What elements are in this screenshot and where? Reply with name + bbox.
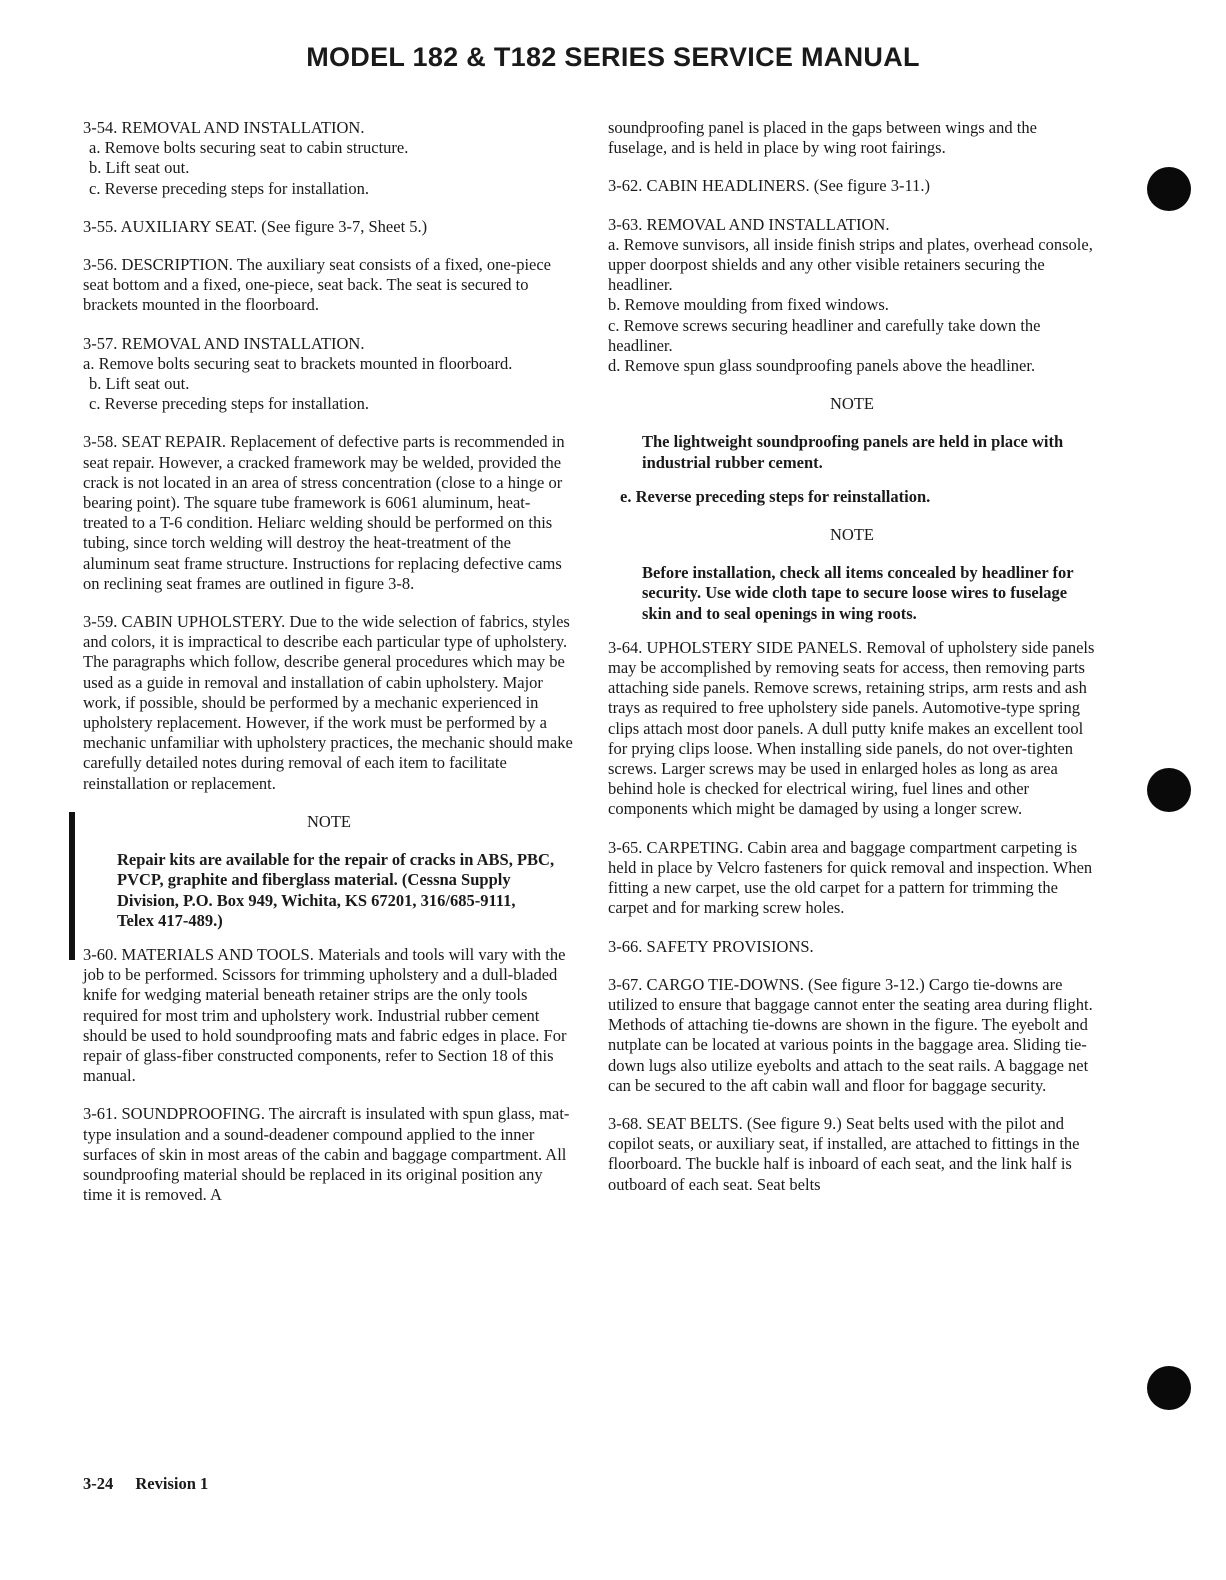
section-3-55: 3-55. AUXILIARY SEAT. (See figure 3-7, Sheet 5.) (83, 216, 428, 236)
section-heading: 3-54. REMOVAL AND INSTALLATION. (83, 118, 365, 137)
left-column (83, 118, 575, 1223)
step-item: c. Reverse preceding steps for installation. (89, 394, 369, 414)
section-heading: 3-57. REMOVAL AND INSTALLATION. (83, 333, 365, 353)
section-3-65: 3-65. CARPETING. Cabin area and baggage compartment carpeting is held in place by Velcro fasteners for quick removal and inspection. When fitting a new carpet, use the old carpet for a pattern for trimming the carpet and for marking screw holes. (608, 837, 1093, 918)
binder-hole (1147, 167, 1191, 211)
section-3-59: 3-59. CABIN UPHOLSTERY. Due to the wide selection of fabrics, styles and colors, it is impractical to describe each particular type of upholstery. The paragraphs which follow, describe general procedures which may be used as a guide in removal and installation of cabin upholstery. Major work, if possible, should be performed by a mechanic experienced in upholstery replacement. However, if the work must be performed by a mechanic unfamiliar with upholstery practices, the mechanic should make carefully detailed notes during removal of each item to facilitate reinstallation or replacement. (83, 612, 573, 793)
step-item: c. Remove screws securing headliner and carefully take down the headliner. (608, 315, 1041, 355)
step-item: a. Remove sunvisors, all inside finish strips and plates, overhead console, upper doorpost shields and any other visible retainers securing the headliner. (608, 234, 1093, 295)
section-3-60: 3-60. MATERIALS AND TOOLS. Materials and tools will vary with the job to be performed. Scissors for trimming upholstery and a dull-bladed knife for wedging material beneath retainer strips are the only tools required for most trim and upholstery work. Industrial rubber cement should be used to hold soundproofing mats and fabric edges in place. For repair of glass-fiber constructed components, refer to Section 18 of this manual. (83, 944, 567, 1086)
revision-change-bar (69, 812, 75, 960)
note-title: NOTE (830, 394, 874, 414)
step-item: d. Remove spun glass soundproofing panels above the headliner. (608, 356, 1036, 376)
binder-hole (1147, 1366, 1191, 1410)
section-3-57 (83, 334, 575, 415)
step-item: e. Reverse preceding steps for reinstallation. (620, 486, 931, 506)
section-3-67: 3-67. CARGO TIE-DOWNS. (See figure 3-12.) Cargo tie-downs are utilized to ensure that baggage cannot enter the seating area during flight. Methods of attaching tie-downs are shown in the figure. The eyebolt and nutplate can be located at various points in the baggage area. Sliding tie-down lugs also utilize eyebolts and attach to the seat rails. A baggage net can be secured to the aft cabin wall and floor for baggage security. (608, 974, 1093, 1095)
section-3-61-continued: soundproofing panel is placed in the gaps between wings and the fuselage, and is held in place by wing root fairings. (608, 118, 1037, 158)
section-3-54 (83, 118, 575, 199)
page-footer (83, 1474, 226, 1494)
step-item: c. Reverse preceding steps for installation. (89, 178, 369, 198)
section-3-66: 3-66. SAFETY PROVISIONS. (608, 936, 814, 956)
binder-hole (1147, 768, 1191, 812)
note-title: NOTE (307, 811, 351, 831)
section-heading: 3-63. REMOVAL AND INSTALLATION. (608, 214, 890, 234)
section-3-56: 3-56. DESCRIPTION. The auxiliary seat consists of a fixed, one-piece seat bottom and a fixed, one-piece, seat back. The seat is secured to brackets mounted in the floorboard. (83, 255, 552, 315)
note-soundproofing (608, 394, 1096, 473)
step-item: a. Remove bolts securing seat to brackets mounted in floorboard. (83, 353, 513, 373)
step-item: b. Remove moulding from fixed windows. (608, 295, 889, 315)
section-3-61: 3-61. SOUNDPROOFING. The aircraft is insulated with spun glass, mat-type insulation and a sound-deadener compound applied to the inner surfaces of skin in most areas of the cabin and baggage compartment. All soundproofing material should be replaced in its original position any time it is removed. A (83, 1104, 570, 1205)
revision-label: Revision 1 (135, 1474, 209, 1493)
note-body: The lightweight soundproofing panels are held in place with industrial rubber cement. (642, 432, 1064, 472)
right-column (608, 118, 1096, 1213)
step-item: b. Lift seat out. (89, 374, 190, 394)
step-item: a. Remove bolts securing seat to cabin structure. (89, 138, 409, 158)
section-3-68: 3-68. SEAT BELTS. (See figure 9.) Seat belts used with the pilot and copilot seats, or auxiliary seat, if installed, are attached to fittings in the floorboard. The buckle half is inboard of each seat, and the link half is outboard of each seat. Seat belts (608, 1113, 1080, 1194)
page-title: MODEL 182 & T182 SERIES SERVICE MANUAL (306, 42, 920, 72)
section-3-58: 3-58. SEAT REPAIR. Replacement of defective parts is recommended in seat repair. However, a cracked framework may be welded, provided the crack is not located in an area of stress concentration (close to a hinge or bearing point). The square tube framework is 6061 aluminum, heat-treated to a T-6 condition. Heliarc welding should be performed on this tubing, since torch welding will destroy the heat-treatment of the aluminum seat frame structure. Instructions for replacing defective cams on reclining seat frames are outlined in figure 3-8. (83, 432, 565, 593)
section-3-62: 3-62. CABIN HEADLINERS. (See figure 3-11.) (608, 176, 930, 196)
step-item: b. Lift seat out. (89, 158, 190, 178)
note-body: Repair kits are available for the repair of cracks in ABS, PBC, PVCP, graphite and fiberglass material. (Cessna Supply Division, P.O. Box 949, Wichita, KS 67201, 316/685-9111, Telex 417-489.) (117, 850, 555, 930)
note-body: Before installation, check all items concealed by headliner for security. Use wide cloth tape to secure loose wires to fuselage skin and to seal openings in wing roots. (642, 563, 1074, 623)
page-number: 3-24 (83, 1474, 114, 1493)
section-3-64: 3-64. UPHOLSTERY SIDE PANELS. Removal of upholstery side panels may be accomplished by removing seats for access, then removing parts attaching side panels. Remove screws, retaining strips, arm rests and ash trays as required to free upholstery side panels. Automotive-type spring clips attach most door panels. A dull putty knife makes an excellent tool for prying clips loose. When installing side panels, do not over-tighten screws. Larger screws may be used in enlarged holes as long as area behind hole is checked for electrical wiring, fuel lines and other components which might be damaged by using a longer screw. (608, 637, 1095, 819)
note-repair-kits (83, 812, 575, 931)
section-3-63 (608, 215, 1096, 377)
note-headliner (608, 525, 1096, 624)
note-title: NOTE (830, 525, 874, 545)
